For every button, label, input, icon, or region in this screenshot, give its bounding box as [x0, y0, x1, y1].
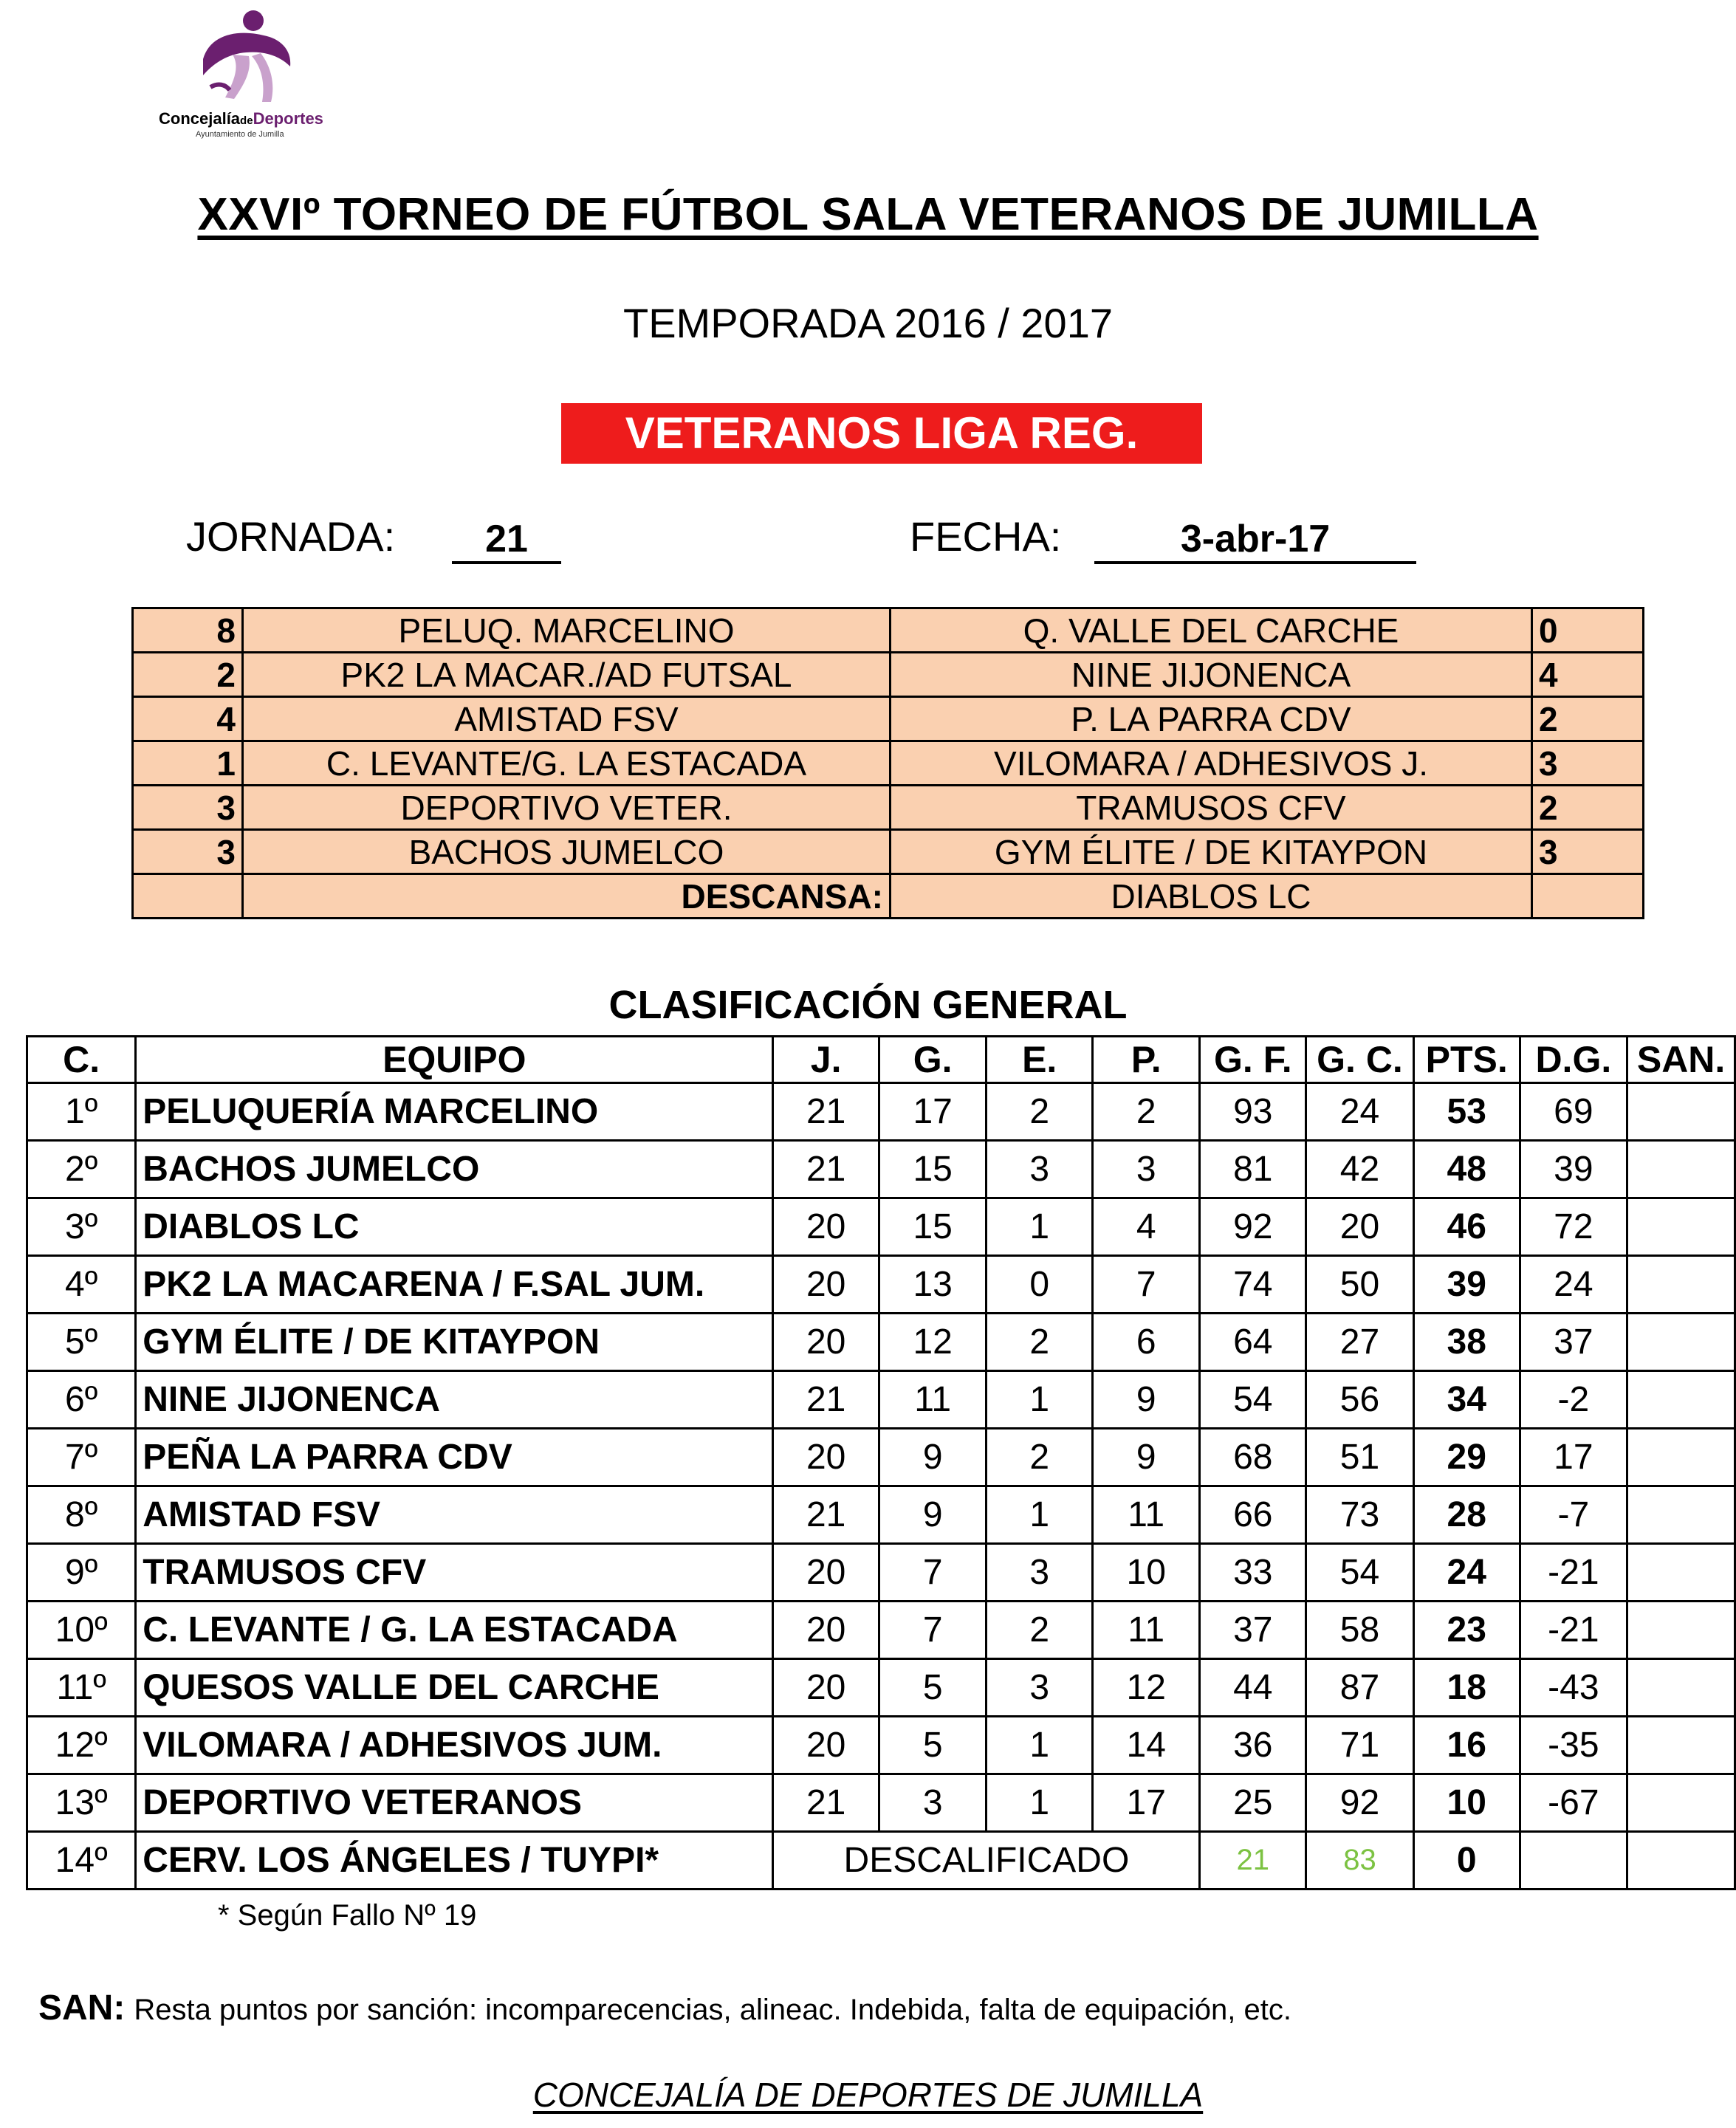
cell-pos: 10º: [27, 1602, 136, 1659]
cell-dg: -21: [1520, 1544, 1627, 1602]
cell-pos: 13º: [27, 1774, 136, 1832]
cell-dg: 72: [1520, 1198, 1627, 1256]
results-table: [131, 607, 1644, 919]
cell-san: [1627, 1141, 1735, 1198]
table-row: [27, 1429, 1735, 1486]
cell-gf: 81: [1200, 1141, 1306, 1198]
cell-gc: 51: [1306, 1429, 1414, 1486]
cell-team: DEPORTIVO VETERANOS: [136, 1774, 773, 1832]
cell-p: 2: [1092, 1083, 1200, 1141]
cell-g: 5: [879, 1659, 987, 1717]
cell-gf: 44: [1200, 1659, 1306, 1717]
cell-pts: 23: [1413, 1602, 1520, 1659]
cell-dg: 37: [1520, 1314, 1627, 1371]
cell-dg: [1520, 1832, 1627, 1890]
table-row: [27, 1314, 1735, 1371]
cell-g: 15: [879, 1198, 987, 1256]
cell-dg: 69: [1520, 1083, 1627, 1141]
cell-pos: 7º: [27, 1429, 136, 1486]
column-header: EQUIPO: [136, 1037, 773, 1083]
home-goals: 3: [133, 830, 243, 874]
cell-gc: 56: [1306, 1371, 1414, 1429]
cell-j: 20: [773, 1429, 879, 1486]
cell-g: 12: [879, 1314, 987, 1371]
result-row: [133, 830, 1644, 874]
cell-gf: 66: [1200, 1486, 1306, 1544]
home-goals: 4: [133, 697, 243, 741]
cell-g: 5: [879, 1717, 987, 1774]
jornada-value: 21: [452, 517, 561, 564]
away-team: TRAMUSOS CFV: [891, 786, 1532, 830]
cell-e: 1: [987, 1198, 1093, 1256]
away-team: NINE JIJONENCA: [891, 653, 1532, 697]
cell-gc: 73: [1306, 1486, 1414, 1544]
column-header: E.: [987, 1037, 1093, 1083]
cell-gc: 42: [1306, 1141, 1414, 1198]
cell-gc: 54: [1306, 1544, 1414, 1602]
table-row: [27, 1371, 1735, 1429]
cell-gc: 83: [1306, 1832, 1414, 1890]
concejalia-logo-icon: [188, 7, 299, 107]
table-row: [27, 1544, 1735, 1602]
cell-san: [1627, 1429, 1735, 1486]
cell-j: 21: [773, 1774, 879, 1832]
cell-p: 11: [1092, 1602, 1200, 1659]
cell-j: 21: [773, 1371, 879, 1429]
table-row: [27, 1774, 1735, 1832]
table-row: [27, 1083, 1735, 1141]
column-header: G.: [879, 1037, 987, 1083]
away-team: P. LA PARRA CDV: [891, 697, 1532, 741]
cell-pts: 38: [1413, 1314, 1520, 1371]
cell-j: 20: [773, 1256, 879, 1314]
cell-p: 4: [1092, 1198, 1200, 1256]
san-legend: [38, 1988, 1291, 2028]
cell-pts: 46: [1413, 1198, 1520, 1256]
cell-gf: 37: [1200, 1602, 1306, 1659]
cell-g: 17: [879, 1083, 987, 1141]
cell-j: 21: [773, 1083, 879, 1141]
cell-pos: 6º: [27, 1371, 136, 1429]
cell-gf: 92: [1200, 1198, 1306, 1256]
fecha-value: 3-abr-17: [1094, 517, 1416, 564]
cell-gf: 21: [1200, 1832, 1306, 1890]
cell-gf: 54: [1200, 1371, 1306, 1429]
away-team: VILOMARA / ADHESIVOS J.: [891, 741, 1532, 786]
cell-san: [1627, 1774, 1735, 1832]
table-row-disqualified: [27, 1832, 1735, 1890]
cell-pts: 39: [1413, 1256, 1520, 1314]
cell-g: 15: [879, 1141, 987, 1198]
home-team: PK2 LA MACAR./AD FUTSAL: [243, 653, 891, 697]
cell-dg: -43: [1520, 1659, 1627, 1717]
column-header: C.: [27, 1037, 136, 1083]
column-header: G. C.: [1306, 1037, 1414, 1083]
cell-dg: -2: [1520, 1371, 1627, 1429]
cell-j: 20: [773, 1717, 879, 1774]
cell-e: 0: [987, 1256, 1093, 1314]
result-row: [133, 786, 1644, 830]
cell-pts: 34: [1413, 1371, 1520, 1429]
away-goals: 3: [1532, 830, 1644, 874]
cell-pts: 53: [1413, 1083, 1520, 1141]
cell-pos: 5º: [27, 1314, 136, 1371]
rest-empty-cell: [133, 874, 243, 919]
cell-e: 1: [987, 1774, 1093, 1832]
cell-e: 1: [987, 1486, 1093, 1544]
cell-san: [1627, 1544, 1735, 1602]
home-team: DEPORTIVO VETER.: [243, 786, 891, 830]
home-goals: 8: [133, 608, 243, 653]
cell-pts: 29: [1413, 1429, 1520, 1486]
cell-pts: 24: [1413, 1544, 1520, 1602]
result-row: [133, 697, 1644, 741]
cell-pts: 48: [1413, 1141, 1520, 1198]
table-row: [27, 1198, 1735, 1256]
cell-san: [1627, 1314, 1735, 1371]
cell-j: 20: [773, 1602, 879, 1659]
rest-row: [133, 874, 1644, 919]
cell-team: NINE JIJONENCA: [136, 1371, 773, 1429]
cell-e: 3: [987, 1659, 1093, 1717]
cell-dg: -7: [1520, 1486, 1627, 1544]
cell-san: [1627, 1256, 1735, 1314]
cell-p: 9: [1092, 1371, 1200, 1429]
column-header: D.G.: [1520, 1037, 1627, 1083]
cell-gf: 93: [1200, 1083, 1306, 1141]
home-goals: 3: [133, 786, 243, 830]
cell-pos: 11º: [27, 1659, 136, 1717]
cell-p: 17: [1092, 1774, 1200, 1832]
cell-p: 6: [1092, 1314, 1200, 1371]
cell-e: 2: [987, 1083, 1093, 1141]
cell-dg: -35: [1520, 1717, 1627, 1774]
season-label: TEMPORADA 2016 / 2017: [622, 300, 1113, 346]
cell-p: 3: [1092, 1141, 1200, 1198]
cell-gc: 58: [1306, 1602, 1414, 1659]
cell-g: 11: [879, 1371, 987, 1429]
table-row: [27, 1717, 1735, 1774]
away-team: Q. VALLE DEL CARCHE: [891, 608, 1532, 653]
cell-san: [1627, 1083, 1735, 1141]
away-goals: 2: [1532, 697, 1644, 741]
cell-pos: 1º: [27, 1083, 136, 1141]
cell-san: [1627, 1602, 1735, 1659]
cell-team: AMISTAD FSV: [136, 1486, 773, 1544]
cell-dg: -21: [1520, 1602, 1627, 1659]
away-goals: 3: [1532, 741, 1644, 786]
cell-g: 3: [879, 1774, 987, 1832]
page-title: XXVIº TORNEO DE FÚTBOL SALA VETERANOS DE JUMILLA: [197, 189, 1539, 240]
cell-san: [1627, 1659, 1735, 1717]
jornada-label: JORNADA:: [186, 513, 396, 560]
cell-e: 3: [987, 1141, 1093, 1198]
cell-p: 7: [1092, 1256, 1200, 1314]
cell-san: [1627, 1371, 1735, 1429]
cell-status: DESCALIFICADO: [773, 1832, 1200, 1890]
cell-team: GYM ÉLITE / DE KITAYPON: [136, 1314, 773, 1371]
cell-gc: 27: [1306, 1314, 1414, 1371]
cell-gf: 68: [1200, 1429, 1306, 1486]
cell-g: 7: [879, 1544, 987, 1602]
rest-team: DIABLOS LC: [891, 874, 1532, 919]
cell-gc: 24: [1306, 1083, 1414, 1141]
home-team: BACHOS JUMELCO: [243, 830, 891, 874]
cell-gc: 71: [1306, 1717, 1414, 1774]
cell-dg: 39: [1520, 1141, 1627, 1198]
home-goals: 1: [133, 741, 243, 786]
logo-title: ConcejalíadeDeportes: [159, 109, 323, 128]
cell-e: 2: [987, 1602, 1093, 1659]
column-header: P.: [1092, 1037, 1200, 1083]
away-goals: 4: [1532, 653, 1644, 697]
cell-pts: 28: [1413, 1486, 1520, 1544]
cell-gc: 87: [1306, 1659, 1414, 1717]
cell-team: QUESOS VALLE DEL CARCHE: [136, 1659, 773, 1717]
home-team: AMISTAD FSV: [243, 697, 891, 741]
cell-j: 21: [773, 1141, 879, 1198]
logo-subtitle: Ayuntamiento de Jumilla: [196, 130, 284, 139]
cell-san: [1627, 1198, 1735, 1256]
cell-e: 1: [987, 1371, 1093, 1429]
away-team: GYM ÉLITE / DE KITAYPON: [891, 830, 1532, 874]
cell-team: TRAMUSOS CFV: [136, 1544, 773, 1602]
cell-san: [1627, 1717, 1735, 1774]
cell-p: 14: [1092, 1717, 1200, 1774]
cell-pos: 8º: [27, 1486, 136, 1544]
logo: [144, 7, 343, 140]
cell-gc: 92: [1306, 1774, 1414, 1832]
cell-pos: 2º: [27, 1141, 136, 1198]
cell-e: 1: [987, 1717, 1093, 1774]
cell-g: 9: [879, 1486, 987, 1544]
away-goals: 2: [1532, 786, 1644, 830]
cell-g: 13: [879, 1256, 987, 1314]
cell-gf: 74: [1200, 1256, 1306, 1314]
cell-pts: 18: [1413, 1659, 1520, 1717]
fecha-label: FECHA:: [910, 513, 1062, 560]
cell-pos: 4º: [27, 1256, 136, 1314]
cell-gc: 50: [1306, 1256, 1414, 1314]
cell-gf: 25: [1200, 1774, 1306, 1832]
cell-gc: 20: [1306, 1198, 1414, 1256]
standings-table: [26, 1035, 1736, 1890]
cell-e: 2: [987, 1314, 1093, 1371]
cell-gf: 36: [1200, 1717, 1306, 1774]
table-row: [27, 1659, 1735, 1717]
cell-team: PELUQUERÍA MARCELINO: [136, 1083, 773, 1141]
cell-team: VILOMARA / ADHESIVOS JUM.: [136, 1717, 773, 1774]
cell-p: 9: [1092, 1429, 1200, 1486]
san-legend-key: SAN:: [38, 1988, 126, 2028]
cell-team: DIABLOS LC: [136, 1198, 773, 1256]
cell-e: 3: [987, 1544, 1093, 1602]
cell-p: 11: [1092, 1486, 1200, 1544]
result-row: [133, 741, 1644, 786]
cell-team: PEÑA LA PARRA CDV: [136, 1429, 773, 1486]
column-header: J.: [773, 1037, 879, 1083]
result-row: [133, 608, 1644, 653]
cell-j: 21: [773, 1486, 879, 1544]
home-goals: 2: [133, 653, 243, 697]
cell-pts: 0: [1413, 1832, 1520, 1890]
cell-j: 20: [773, 1544, 879, 1602]
cell-team: BACHOS JUMELCO: [136, 1141, 773, 1198]
cell-j: 20: [773, 1659, 879, 1717]
cell-dg: -67: [1520, 1774, 1627, 1832]
disqualification-note: * Según Fallo Nº 19: [218, 1899, 477, 1932]
division-banner: VETERANOS LIGA REG.: [561, 403, 1202, 464]
table-row: [27, 1141, 1735, 1198]
cell-dg: 24: [1520, 1256, 1627, 1314]
cell-pos: 3º: [27, 1198, 136, 1256]
classification-title: CLASIFICACIÓN GENERAL: [608, 983, 1128, 1027]
cell-e: 2: [987, 1429, 1093, 1486]
cell-j: 20: [773, 1198, 879, 1256]
cell-p: 10: [1092, 1544, 1200, 1602]
table-row: [27, 1486, 1735, 1544]
cell-pts: 10: [1413, 1774, 1520, 1832]
cell-g: 7: [879, 1602, 987, 1659]
cell-gf: 64: [1200, 1314, 1306, 1371]
cell-pts: 16: [1413, 1717, 1520, 1774]
cell-pos: 12º: [27, 1717, 136, 1774]
cell-team: CERV. LOS ÁNGELES / TUYPI*: [136, 1832, 773, 1890]
cell-j: 20: [773, 1314, 879, 1371]
column-header: PTS.: [1413, 1037, 1520, 1083]
cell-dg: 17: [1520, 1429, 1627, 1486]
table-row: [27, 1256, 1735, 1314]
home-team: C. LEVANTE/G. LA ESTACADA: [243, 741, 891, 786]
cell-san: [1627, 1486, 1735, 1544]
cell-pos: 9º: [27, 1544, 136, 1602]
cell-gf: 33: [1200, 1544, 1306, 1602]
column-header: SAN.: [1627, 1037, 1735, 1083]
table-row: [27, 1602, 1735, 1659]
away-goals: 0: [1532, 608, 1644, 653]
rest-empty-cell: [1532, 874, 1644, 919]
home-team: PELUQ. MARCELINO: [243, 608, 891, 653]
column-header: G. F.: [1200, 1037, 1306, 1083]
rest-label: DESCANSA:: [243, 874, 891, 919]
cell-team: C. LEVANTE / G. LA ESTACADA: [136, 1602, 773, 1659]
cell-team: PK2 LA MACARENA / F.SAL JUM.: [136, 1256, 773, 1314]
cell-p: 12: [1092, 1659, 1200, 1717]
footer: CONCEJALÍA DE DEPORTES DE JUMILLA: [532, 2076, 1204, 2114]
cell-g: 9: [879, 1429, 987, 1486]
cell-san: [1627, 1832, 1735, 1890]
san-legend-text: Resta puntos por sanción: incomparecencias, alineac. Indebida, falta de equipación, etc.: [134, 1994, 1291, 2026]
result-row: [133, 653, 1644, 697]
cell-pos: 14º: [27, 1832, 136, 1890]
